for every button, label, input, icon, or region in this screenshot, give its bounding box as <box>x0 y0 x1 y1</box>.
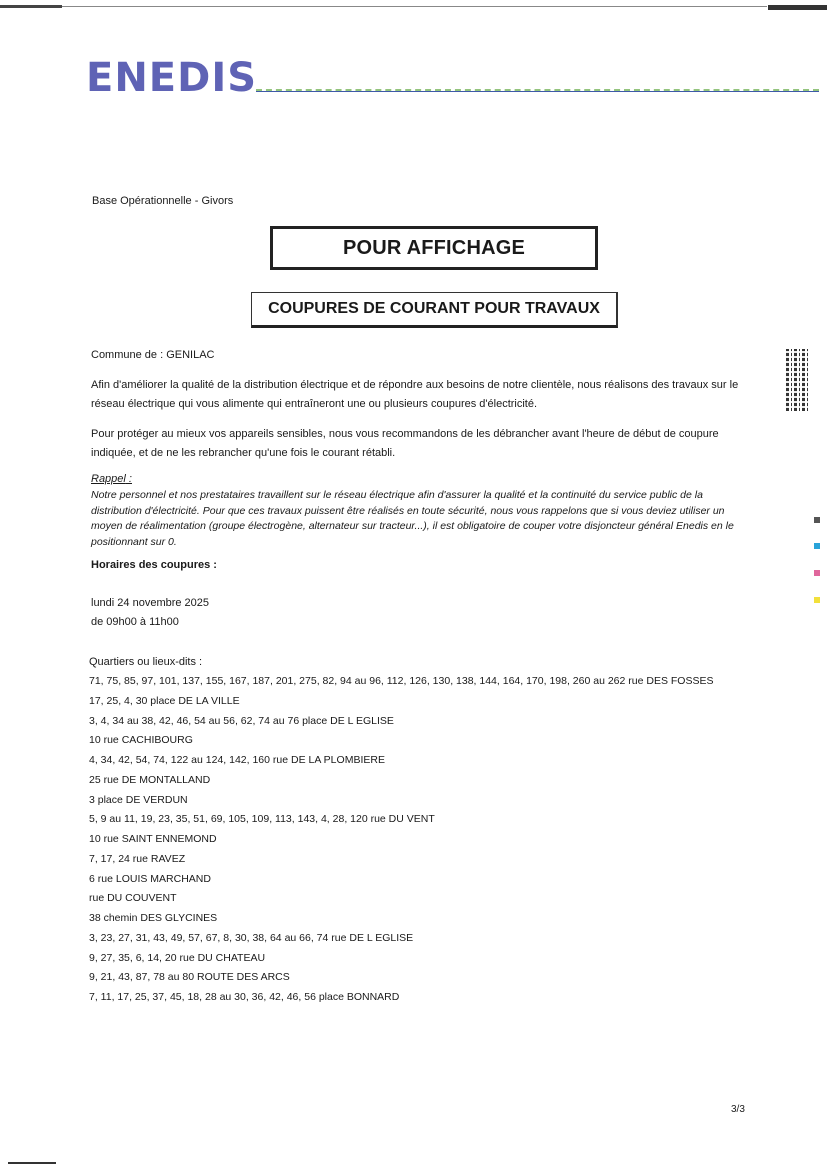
list-item: rue DU COUVENT <box>89 892 177 905</box>
print-mark-cyan <box>814 543 820 549</box>
list-item: 9, 27, 35, 6, 14, 20 rue DU CHATEAU <box>89 951 266 964</box>
subtitle-box <box>251 292 618 328</box>
protection-paragraph: Pour protéger au mieux vos appareils sensibles, nous vous recommandons de les débrancher avant l'heure de début de coupure indiquée, et de ne les rebrancher qu'une fois le courant rétabli. <box>91 428 719 459</box>
list-item: 3, 23, 27, 31, 43, 49, 57, 67, 8, 30, 38, 64 au 66, 74 rue DE L EGLISE <box>89 931 414 944</box>
datamatrix-code-texture <box>786 349 808 411</box>
schedule-date: lundi 24 novembre 2025 <box>91 597 210 609</box>
quartiers-heading: Quartiers ou lieux-dits : <box>89 656 203 668</box>
list-item: 3 place DE VERDUN <box>89 793 188 806</box>
scan-edge-top <box>62 6 767 7</box>
list-item: 10 rue CACHIBOURG <box>89 734 193 747</box>
list-item: 5, 9 au 11, 19, 23, 35, 51, 69, 105, 109, 113, 143, 4, 28, 120 rue DU VENT <box>89 813 435 826</box>
title-box <box>270 226 598 270</box>
list-item: 25 rue DE MONTALLAND <box>89 773 211 786</box>
print-mark-magenta <box>814 570 820 576</box>
list-item: 6 rue LOUIS MARCHAND <box>89 872 211 885</box>
list-item: 9, 21, 43, 87, 78 au 80 ROUTE DES ARCS <box>89 971 290 984</box>
print-mark-black <box>814 517 820 523</box>
list-item: 10 rue SAINT ENNEMOND <box>89 833 217 845</box>
base-label: Base Opérationnelle - Givors <box>92 195 234 207</box>
header-rule <box>256 91 819 92</box>
print-mark-yellow <box>814 597 820 603</box>
scan-edge-bottom-left <box>8 1162 56 1164</box>
rappel-text: Notre personnel et nos prestataires travaillent sur le réseau électrique afin d'assurer la qualité et la continuité du service public de la distribution d'électricité. Pour que ces travaux puissent être réalisés en toute sécurité, nous vous rappelons que si vous deviez utiliser un moyen de réalimentation (groupe électrogène, alternateur sur tracteur...), il est obligatoire de couper votre disjoncteur général Enedis en le positionnant sur 0. <box>91 489 734 548</box>
commune-label: Commune de : GENILAC <box>91 349 215 361</box>
list-item: 7, 17, 24 rue RAVEZ <box>89 852 186 865</box>
list-item: 38 chemin DES GLYCINES <box>89 912 218 924</box>
address-list <box>89 672 789 1008</box>
subtitle-text: COUPURES DE COURANT POUR TRAVAUX <box>268 300 600 317</box>
list-item: 17, 25, 4, 30 place DE LA VILLE <box>89 694 240 707</box>
horaires-heading: Horaires des coupures : <box>91 559 217 571</box>
list-item: 71, 75, 85, 97, 101, 137, 155, 167, 187, 201, 275, 82, 94 au 96, 112, 126, 130, 138, 144, 164, 170, 198, 260 au 262 rue DES FOSSES <box>89 675 714 687</box>
title-text: POUR AFFICHAGE <box>342 236 526 259</box>
page-number: 3/3 <box>731 1104 745 1115</box>
scan-edge-top-left <box>0 5 62 8</box>
list-item: 3, 4, 34 au 38, 42, 46, 54 au 56, 62, 74 au 76 place DE L EGLISE <box>89 714 394 727</box>
rappel-heading: Rappel : <box>91 473 132 485</box>
list-item: 7, 11, 17, 25, 37, 45, 18, 28 au 30, 36, 42, 46, 56 place BONNARD <box>89 991 400 1003</box>
scan-edge-top-right <box>768 5 827 10</box>
list-item: 4, 34, 42, 54, 74, 122 au 124, 142, 160 rue DE LA PLOMBIERE <box>89 754 385 766</box>
enedis-logo: ENEDIS <box>86 55 258 101</box>
schedule-time: de 09h00 à 11h00 <box>91 616 179 628</box>
intro-paragraph: Afin d'améliorer la qualité de la distribution électrique et de répondre aux besoins de notre clientèle, nous réalisons des travaux sur le réseau électrique qui vous alimente qui entraîneront une ou plusieurs coupures d'électricité. <box>91 379 739 410</box>
